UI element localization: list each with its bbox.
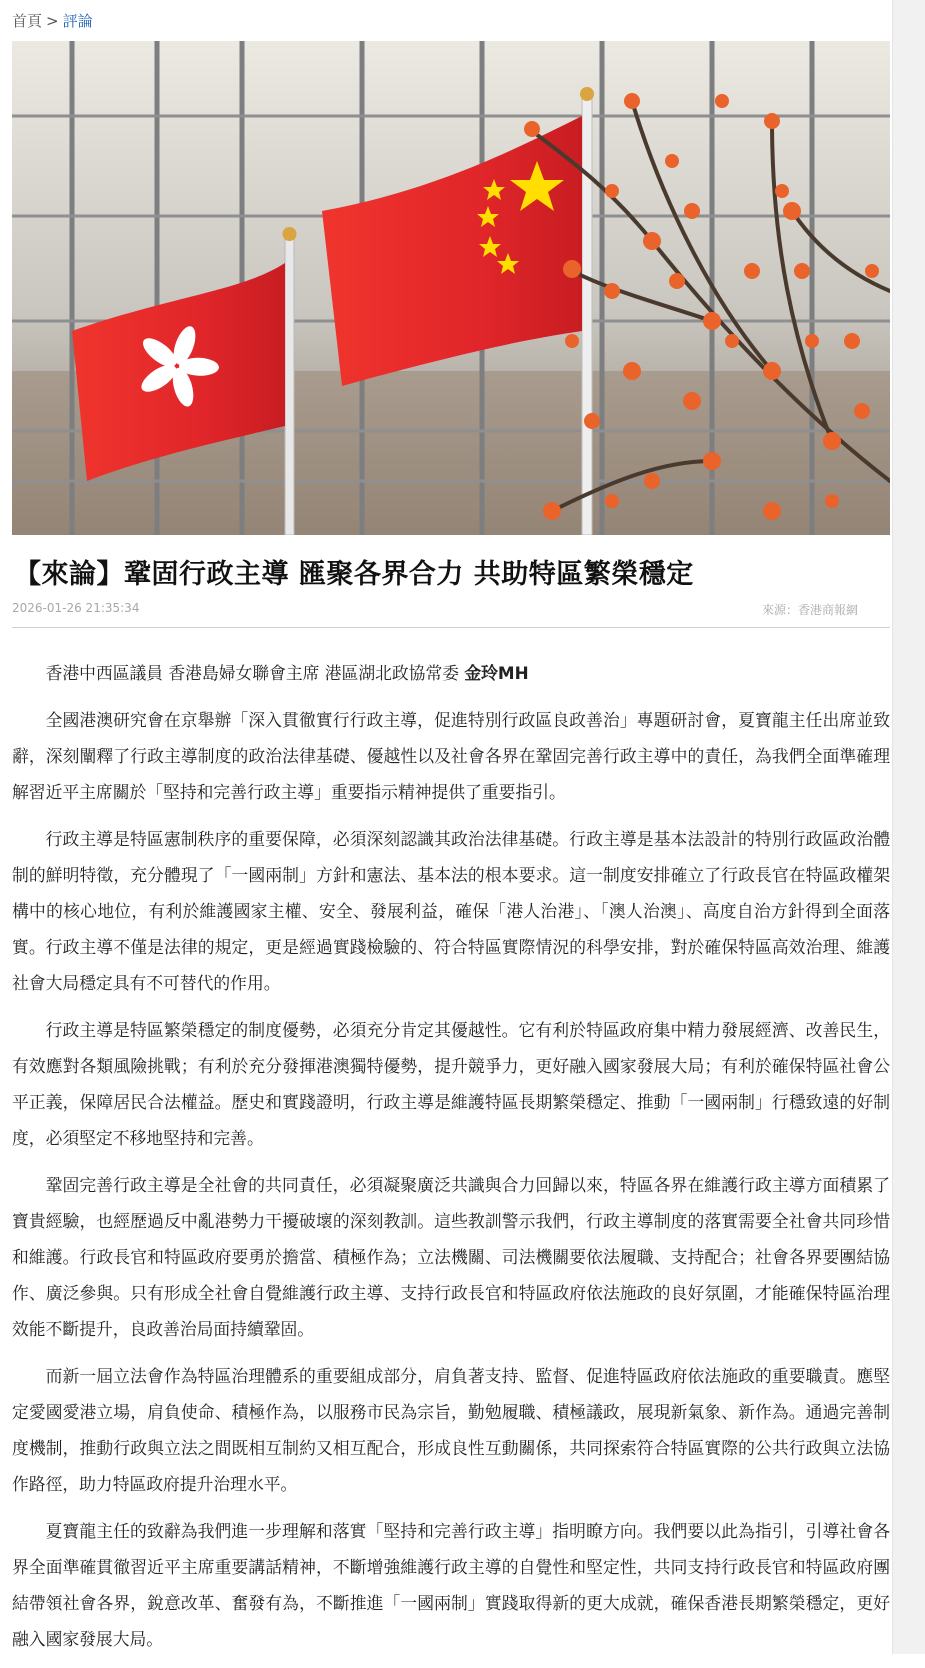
article-paragraph: 而新一屆立法會作為特區治理體系的重要組成部分，肩負著支持、監督、促進特區政府依法施政的重要職責。應堅定愛國愛港立場，肩負使命、積極作為，以服務市民為宗旨，勤勉履職、積極議政，展現新氣象、新作為。通過完善制度機制，推動行政與立法之間既相互制約又相互配合，形成良性互動關係，共同探索符合特區實際的公共行政與立法協作路徑，助力特區政府提升治理水平。	[12, 1366, 890, 1494]
divider	[12, 627, 890, 628]
article-paragraph: 全國港澳研究會在京舉辦「深入貫徹實行行政主導，促進特別行政區良政善治」專題研討會，夏寶龍主任出席並致辭，深刻闡釋了行政主導制度的政治法律基礎、優越性以及社會各界在鞏固完善行政主導中的責任，為我們全面準確理解習近平主席關於「堅持和完善行政主導」重要指示精神提供了重要指引。	[12, 710, 890, 802]
breadcrumb	[12, 10, 93, 31]
article-source: 來源：香港商報網	[761, 603, 858, 617]
article-body	[12, 655, 890, 1668]
scrollbar[interactable]	[892, 0, 925, 1654]
breadcrumb-separator: >	[46, 12, 59, 30]
hero-image	[12, 41, 890, 535]
breadcrumb-current-link[interactable]: 評論	[62, 12, 93, 30]
article-author	[12, 655, 890, 691]
article-paragraph: 行政主導是特區繁榮穩定的制度優勢，必須充分肯定其優越性。它有利於特區政府集中精力發展經濟、改善民生，有效應對各類風險挑戰；有利於充分發揮港澳獨特優勢，提升競爭力，更好融入國家發展大局；有利於確保特區社會公平正義，保障居民合法權益。歷史和實踐證明，行政主導是維護特區長期繁榮穩定、推動「一國兩制」行穩致遠的好制度，必須堅定不移地堅持和完善。	[12, 1020, 890, 1148]
article-title: 【來論】鞏固行政主導 匯聚各界合力 共助特區繁榮穩定	[14, 559, 694, 590]
author-affiliation: 香港中西區議員 香港島婦女聯會主席 港區湖北政協常委	[45, 663, 465, 683]
article-paragraph: 夏寶龍主任的致辭為我們進一步理解和落實「堅持和完善行政主導」指明瞭方向。我們要以此為指引，引導社會各界全面準確貫徹習近平主席重要講話精神，不斷增強維護行政主導的自覺性和堅定性，共同支持行政長官和特區政府團結帶領社會各界，銳意改革、奮發有為，不斷推進「一國兩制」實踐取得新的更大成就，確保香港長期繁榮穩定，更好融入國家發展大局。	[12, 1521, 890, 1649]
article-paragraph: 鞏固完善行政主導是全社會的共同責任，必須凝聚廣泛共識與合力回歸以來，特區各界在維護行政主導方面積累了寶貴經驗，也經歷過反中亂港勢力干擾破壞的深刻教訓。這些教訓警示我們，行政主導制度的落實需要全社會共同珍惜和維護。行政長官和特區政府要勇於擔當、積極作為；立法機關、司法機關要依法履職、支持配合；社會各界要團結協作、廣泛參與。只有形成全社會自覺維護行政主導、支持行政長官和特區政府依法施政的良好氛圍，才能確保特區治理效能不斷提升，良政善治局面持續鞏固。	[12, 1175, 890, 1339]
article-timestamp: 2026-01-26 21:35:34	[12, 601, 140, 615]
article-paragraph: 行政主導是特區憲制秩序的重要保障，必須深刻認識其政治法律基礎。行政主導是基本法設計的特別行政區政治體制的鮮明特徵，充分體現了「一國兩制」方針和憲法、基本法的根本要求。這一制度安排確立了行政長官在特區政權架構中的核心地位，有利於維護國家主權、安全、發展利益，確保「港人治港」、「澳人治澳」、高度自治方針得到全面落實。行政主導不僅是法律的規定，更是經過實踐檢驗的、符合特區實際情況的科學安排，對於確保特區高效治理、維護社會大局穩定具有不可替代的作用。	[12, 829, 890, 993]
author-name: 金玲MH	[464, 663, 529, 683]
breadcrumb-home-link[interactable]: 首頁	[12, 12, 43, 30]
